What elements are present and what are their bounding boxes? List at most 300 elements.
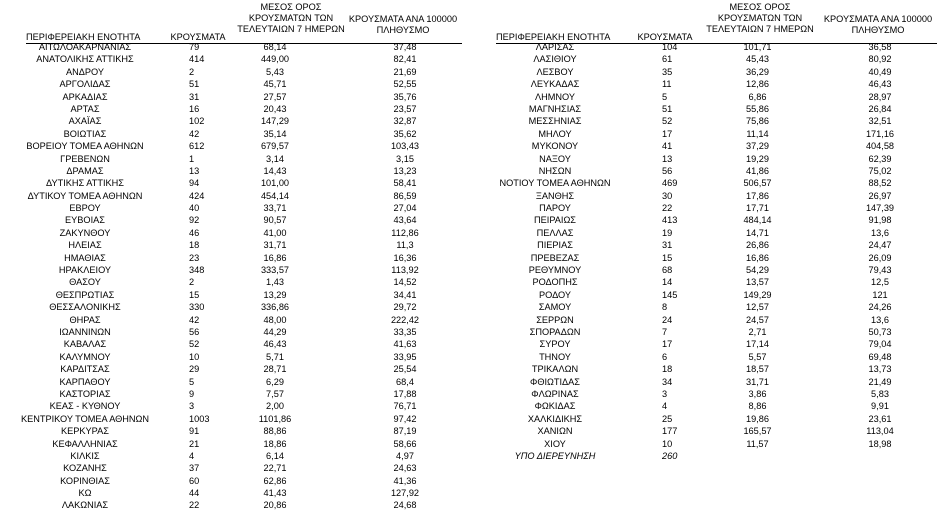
table-row [0, 326, 470, 338]
cases-cell: 24 [662, 314, 673, 325]
per-cell: 35,76 [393, 91, 417, 102]
cases-cell: 94 [189, 178, 200, 189]
table-row [470, 78, 941, 90]
table-row [0, 338, 470, 350]
table-row [470, 276, 941, 288]
per-cell: 33,35 [393, 326, 417, 337]
avg-cell: 5,57 [748, 351, 767, 362]
region-cell: ΧΙΟΥ [544, 438, 566, 449]
per-cell: 82,41 [393, 54, 417, 65]
header-per-line1: ΚΡΟΥΣΜΑΤΑ ΑΝΑ 100000 [348, 14, 458, 24]
table-row [470, 301, 941, 313]
avg-cell: 62,86 [263, 475, 287, 486]
per-cell: 103,43 [390, 141, 420, 152]
per-cell: 28,97 [868, 91, 892, 102]
per-cell: 58,66 [393, 438, 417, 449]
table-row [0, 475, 470, 487]
header-avg-line3: ΤΕΛΕΥΤΑΙΩΝ 7 ΗΜΕΡΩΝ [237, 24, 345, 34]
cases-cell: 13 [662, 153, 673, 164]
per-cell: 88,52 [868, 178, 892, 189]
table-row [0, 91, 470, 103]
region-cell: ΑΝΑΤΟΛΙΚΗΣ ΑΤΤΙΚΗΣ [36, 54, 134, 65]
table-row [0, 190, 470, 202]
table-row [470, 153, 941, 165]
cases-cell: 15 [189, 289, 200, 300]
region-cell: ΚΑΛΥΜΝΟΥ [59, 351, 111, 362]
table-row [0, 227, 470, 239]
region-cell: ΠΕΛΛΑΣ [536, 227, 574, 238]
per-cell: 36,58 [868, 42, 892, 52]
region-cell: ΕΒΡΟΥ [69, 203, 101, 214]
table-row [0, 214, 470, 226]
avg-cell: 2,00 [266, 401, 284, 412]
cases-cell: 16 [189, 103, 200, 114]
cases-cell: 91 [189, 426, 200, 437]
table-row [470, 239, 941, 251]
region-cell: ΛΗΜΝΟΥ [534, 91, 576, 102]
cases-cell: 31 [189, 91, 200, 102]
region-cell: ΚΑΡΠΑΘΟΥ [59, 376, 111, 387]
region-cell: ΣΠΟΡΑΔΩΝ [529, 326, 581, 337]
table-row [0, 289, 470, 301]
per-cell: 79,04 [868, 339, 892, 350]
avg-cell: 101,71 [743, 42, 772, 52]
cases-cell: 21 [189, 438, 200, 449]
cases-cell: 5 [662, 91, 668, 102]
cases-cell: 92 [189, 215, 200, 226]
table-row [470, 338, 941, 350]
region-cell: ΚΑΣΤΟΡΙΑΣ [59, 388, 111, 399]
avg-cell: 449,00 [260, 54, 290, 65]
per-cell: 23,61 [868, 413, 892, 424]
cases-cell: 17 [662, 128, 673, 139]
table-row [0, 202, 470, 214]
table-row [0, 140, 470, 152]
region-cell: ΑΡΚΑΔΙΑΣ [62, 91, 108, 102]
table-row [470, 376, 941, 388]
per-cell: 58,41 [393, 178, 417, 189]
left-table [0, 0, 470, 525]
cases-cell: 177 [662, 426, 678, 437]
region-cell: ΔΥΤΙΚΟΥ ΤΟΜΕΑ ΑΘΗΝΩΝ [27, 190, 143, 201]
table-row [470, 425, 941, 437]
header-avg-right-line1: ΜΕΣΟΣ ΟΡΟΣ [729, 2, 791, 12]
per-cell: 171,16 [865, 128, 895, 139]
avg-cell: 90,57 [263, 215, 287, 226]
region-cell: ΜΗΛΟΥ [538, 128, 572, 139]
avg-cell: 41,43 [263, 488, 287, 499]
cases-cell: 35 [662, 66, 673, 77]
table-row [470, 388, 941, 400]
region-cell: ΔΥΤΙΚΗΣ ΑΤΤΙΚΗΣ [46, 178, 124, 189]
per-cell: 32,87 [393, 116, 417, 127]
region-cell: ΜΑΓΝΗΣΙΑΣ [528, 103, 582, 114]
avg-cell: 27,57 [263, 91, 287, 102]
per-cell: 34,41 [393, 289, 417, 300]
per-cell: 3,15 [396, 153, 414, 164]
region-cell: ΗΡΑΚΛΕΙΟΥ [58, 265, 112, 276]
header-per [343, 14, 463, 36]
avg-cell: 3,14 [266, 153, 284, 164]
per-cell: 86,59 [393, 190, 417, 201]
cases-cell: 1003 [189, 413, 210, 424]
per-cell: 35,62 [393, 128, 417, 139]
table-row [0, 252, 470, 264]
region-cell: ΡΟΔΟΥ [538, 289, 571, 300]
region-cell: ΓΡΕΒΕΝΩΝ [60, 153, 110, 164]
avg-cell: 11,57 [746, 438, 769, 449]
avg-cell: 1,43 [266, 277, 284, 288]
cases-cell: 469 [662, 178, 678, 189]
table-row [470, 190, 941, 202]
per-cell: 62,39 [868, 153, 892, 164]
cases-cell: 34 [662, 376, 673, 387]
region-cell: ΠΑΡΟΥ [539, 203, 571, 214]
table-row [0, 103, 470, 115]
table-row [470, 53, 941, 65]
avg-cell: 147,29 [260, 116, 290, 127]
avg-cell: 6,86 [748, 91, 767, 102]
region-cell: ΘΕΣΠΡΩΤΙΑΣ [55, 289, 115, 300]
avg-cell: 7,57 [266, 388, 284, 399]
header-region: ΠΕΡΙΦΕΡΕΙΑΚΗ ΕΝΟΤΗΤΑ [26, 32, 141, 42]
avg-cell: 54,29 [746, 265, 769, 276]
per-cell: 4,97 [396, 450, 414, 461]
table-row [470, 41, 941, 53]
cases-cell: 23 [189, 252, 200, 263]
table-row [470, 165, 941, 177]
per-cell: 41,63 [393, 339, 417, 350]
per-cell: 97,42 [393, 413, 417, 424]
avg-cell: 679,57 [260, 141, 290, 152]
cases-cell: 42 [189, 314, 200, 325]
region-cell: ΛΕΣΒΟΥ [536, 66, 574, 77]
avg-cell: 20,43 [263, 103, 287, 114]
avg-cell: 506,57 [743, 178, 772, 189]
cases-cell: 348 [189, 265, 205, 276]
per-cell: 32,51 [868, 116, 892, 127]
table-row [0, 128, 470, 140]
per-cell: 87,19 [393, 426, 417, 437]
avg-cell: 149,29 [743, 289, 772, 300]
cases-cell: 25 [662, 413, 673, 424]
per-cell: 80,92 [868, 54, 892, 65]
cases-cell: 46 [189, 227, 200, 238]
cases-cell: 60 [189, 475, 200, 486]
region-cell: ΤΗΝΟΥ [539, 351, 571, 362]
region-cell: ΤΡΙΚΑΛΩΝ [531, 364, 579, 375]
region-cell: ΑΧΑΪΑΣ [68, 116, 102, 127]
avg-cell: 165,57 [743, 426, 772, 437]
region-cell: ΚΑΡΔΙΤΣΑΣ [60, 364, 110, 375]
avg-cell: 2,71 [748, 326, 767, 337]
avg-cell: 35,14 [263, 128, 287, 139]
header-avg-right-line2: ΚΡΟΥΣΜΑΤΩΝ ΤΩΝ [717, 13, 803, 23]
per-cell: 12,5 [871, 277, 889, 288]
cases-cell: 52 [189, 339, 200, 350]
per-cell: 222,42 [390, 314, 420, 325]
cases-cell: 22 [189, 500, 200, 511]
table-row [470, 115, 941, 127]
per-cell: 24,26 [868, 302, 892, 313]
table-row [0, 462, 470, 474]
cases-cell: 4 [662, 401, 668, 412]
avg-cell: 24,57 [746, 314, 769, 325]
avg-cell: 101,00 [260, 178, 290, 189]
table-row [470, 128, 941, 140]
region-cell: ΣΥΡΟΥ [539, 339, 571, 350]
cases-cell: 42 [189, 128, 200, 139]
cases-cell: 102 [189, 116, 205, 127]
avg-cell: 454,14 [260, 190, 290, 201]
table-row [470, 227, 941, 239]
avg-cell: 31,71 [746, 376, 769, 387]
avg-cell: 48,00 [263, 314, 287, 325]
region-cell: ΠΡΕΒΕΖΑΣ [530, 252, 580, 263]
table-row [0, 376, 470, 388]
avg-cell: 31,71 [263, 240, 287, 251]
region-cell: ΛΕΥΚΑΔΑΣ [530, 79, 580, 90]
cases-cell: 104 [662, 42, 678, 52]
per-cell: 43,64 [393, 215, 417, 226]
avg-cell: 6,29 [266, 376, 284, 387]
table-row [470, 400, 941, 412]
cases-cell: 3 [662, 388, 668, 399]
table-row [470, 103, 941, 115]
table-row [0, 301, 470, 313]
table-row [0, 115, 470, 127]
avg-cell: 5,43 [266, 66, 284, 77]
avg-cell: 44,29 [263, 326, 287, 337]
per-cell: 26,09 [868, 252, 892, 263]
cases-cell: 260 [662, 450, 678, 461]
avg-cell: 17,14 [746, 339, 769, 350]
region-cell: ΧΑΝΙΩΝ [537, 426, 573, 437]
avg-cell: 14,43 [263, 165, 287, 176]
region-cell: ΔΡΑΜΑΣ [66, 165, 104, 176]
cases-cell: 145 [662, 289, 678, 300]
region-cell: ΑΡΤΑΣ [70, 103, 100, 114]
table-row [470, 140, 941, 152]
per-cell: 113,92 [391, 265, 419, 276]
avg-cell: 12,57 [746, 302, 769, 313]
table-row [0, 314, 470, 326]
avg-cell: 75,86 [746, 116, 769, 127]
table-row [470, 252, 941, 264]
per-cell: 13,6 [871, 314, 889, 325]
per-cell: 9,91 [871, 401, 889, 412]
cases-cell: 18 [662, 364, 673, 375]
per-cell: 29,72 [393, 302, 417, 313]
region-cell: ΚΕΝΤΡΙΚΟΥ ΤΟΜΕΑ ΑΘΗΝΩΝ [20, 413, 150, 424]
region-cell: ΠΙΕΡΙΑΣ [537, 240, 573, 251]
per-cell: 13,23 [393, 165, 417, 176]
per-cell: 18,98 [868, 438, 892, 449]
avg-cell: 41,00 [263, 227, 287, 238]
region-cell: ΚΕΑΣ - ΚΥΘΝΟΥ [49, 401, 121, 412]
per-cell: 24,63 [393, 463, 417, 474]
table-row [470, 413, 941, 425]
region-cell: ΠΕΙΡΑΙΩΣ [534, 215, 576, 226]
avg-cell: 28,71 [263, 364, 287, 375]
avg-cell: 22,71 [263, 463, 287, 474]
table-row [470, 91, 941, 103]
region-cell: ΝΗΣΩΝ [538, 165, 572, 176]
region-cell: ΛΑΚΩΝΙΑΣ [61, 500, 109, 511]
per-cell: 69,48 [868, 351, 892, 362]
table-row [0, 78, 470, 90]
per-cell: 91,98 [868, 215, 892, 226]
cases-cell: 13 [189, 165, 200, 176]
table-row [0, 388, 470, 400]
region-cell: ΚΙΛΚΙΣ [70, 450, 100, 461]
per-cell: 16,36 [393, 252, 417, 263]
table-row [0, 239, 470, 251]
avg-cell: 36,29 [746, 66, 769, 77]
cases-cell: 14 [662, 277, 673, 288]
region-cell: ΣΕΡΡΩΝ [536, 314, 574, 325]
cases-cell: 40 [189, 203, 200, 214]
region-cell: ΗΛΕΙΑΣ [68, 240, 102, 251]
region-cell: ΧΑΛΚΙΔΙΚΗΣ [527, 413, 583, 424]
region-cell: ΦΛΩΡΙΝΑΣ [531, 388, 579, 399]
header-avg-right-line3: ΤΕΛΕΥΤΑΙΩΝ 7 ΗΜΕΡΩΝ [706, 24, 814, 34]
per-cell: 113,04 [866, 426, 894, 437]
cases-cell: 10 [662, 438, 673, 449]
cases-cell: 1 [189, 153, 195, 164]
cases-cell: 51 [662, 103, 673, 114]
avg-cell: 19,29 [746, 153, 769, 164]
per-cell: 112,86 [391, 227, 419, 238]
avg-cell: 16,86 [263, 252, 287, 263]
header-avg [226, 2, 356, 35]
per-cell: 79,43 [868, 265, 892, 276]
per-cell: 33,95 [393, 351, 417, 362]
region-cell: ΦΘΙΩΤΙΔΑΣ [529, 376, 580, 387]
avg-cell: 45,71 [263, 79, 287, 90]
cases-cell: 52 [662, 116, 673, 127]
region-cell: ΚΟΡΙΝΘΙΑΣ [60, 475, 110, 486]
per-cell: 21,69 [393, 66, 417, 77]
per-cell: 21,49 [868, 376, 892, 387]
per-cell: 17,88 [393, 388, 417, 399]
region-cell: ΝΑΞΟΥ [539, 153, 571, 164]
header-avg-right [695, 2, 825, 35]
region-cell: ΥΠΟ ΔΙΕΡΕΥΝΗΣΗ [514, 450, 596, 461]
table-row [0, 177, 470, 189]
cases-cell: 17 [662, 339, 673, 350]
header-avg-line1: ΜΕΣΟΣ ΟΡΟΣ [260, 2, 322, 12]
region-cell: ΑΝΔΡΟΥ [65, 66, 104, 77]
region-cell: ΘΗΡΑΣ [69, 314, 101, 325]
cases-cell: 2 [189, 277, 195, 288]
table-row [0, 363, 470, 375]
per-cell: 13,73 [868, 364, 892, 375]
header-region-right: ΠΕΡΙΦΕΡΕΙΑΚΗ ΕΝΟΤΗΤΑ [496, 32, 611, 42]
per-cell: 27,04 [393, 203, 417, 214]
table-row [0, 438, 470, 450]
header-cases-right: ΚΡΟΥΣΜΑΤΑ [637, 32, 693, 42]
avg-cell: 19,86 [746, 413, 769, 424]
avg-cell: 20,86 [263, 500, 287, 511]
region-cell: ΦΩΚΙΔΑΣ [534, 401, 576, 412]
avg-cell: 12,86 [746, 79, 769, 90]
table-row [470, 450, 941, 462]
cases-cell: 5 [189, 376, 195, 387]
avg-cell: 68,14 [263, 42, 287, 52]
cases-cell: 61 [662, 54, 673, 65]
avg-cell: 13,57 [746, 277, 769, 288]
avg-cell: 88,86 [263, 426, 287, 437]
avg-cell: 17,86 [746, 190, 769, 201]
region-cell: ΑΙΤΩΛΟΑΚΑΡΝΑΝΙΑΣ [38, 42, 132, 52]
table-row [470, 264, 941, 276]
region-cell: ΚΩ [78, 488, 92, 499]
avg-cell: 1101,86 [258, 413, 292, 424]
table-row [0, 351, 470, 363]
cases-cell: 10 [189, 351, 200, 362]
avg-cell: 17,71 [746, 203, 769, 214]
cases-cell: 424 [189, 190, 205, 201]
avg-cell: 11,14 [746, 128, 769, 139]
avg-cell: 26,86 [746, 240, 769, 251]
per-cell: 24,47 [868, 240, 892, 251]
region-cell: ΜΥΚΟΝΟΥ [531, 141, 579, 152]
cases-cell: 79 [189, 42, 200, 52]
cases-cell: 2 [189, 66, 195, 77]
region-cell: ΘΕΣΣΑΛΟΝΙΚΗΣ [49, 302, 121, 313]
cases-cell: 330 [189, 302, 205, 313]
avg-cell: 45,43 [746, 54, 769, 65]
table-row [0, 53, 470, 65]
region-cell: ΚΑΒΑΛΑΣ [63, 339, 107, 350]
avg-cell: 16,86 [746, 252, 769, 263]
avg-cell: 41,86 [746, 165, 769, 176]
region-cell: ΚΕΡΚΥΡΑΣ [61, 426, 109, 437]
table-row [0, 487, 470, 499]
table-row [0, 165, 470, 177]
region-cell: ΡΟΔΟΠΗΣ [532, 277, 578, 288]
table-row [470, 289, 941, 301]
table-row [0, 153, 470, 165]
per-cell: 75,02 [868, 165, 892, 176]
right-table [470, 0, 941, 525]
table-row [470, 438, 941, 450]
avg-cell: 37,29 [746, 141, 769, 152]
table-row [0, 66, 470, 78]
table-row [0, 413, 470, 425]
header-avg-line2: ΚΡΟΥΣΜΑΤΩΝ ΤΩΝ [248, 13, 334, 23]
region-cell: ΗΜΑΘΙΑΣ [64, 252, 106, 263]
cases-cell: 68 [662, 265, 673, 276]
region-cell: ΝΟΤΙΟΥ ΤΟΜΕΑ ΑΘΗΝΩΝ [499, 178, 611, 189]
cases-cell: 37 [189, 463, 200, 474]
per-cell: 13,6 [871, 227, 889, 238]
region-cell: ΘΑΣΟΥ [69, 277, 101, 288]
table-row [0, 41, 470, 53]
cases-cell: 15 [662, 252, 673, 263]
table-row [0, 400, 470, 412]
header-per-line2: ΠΛΗΘΥΣΜΟ [376, 25, 430, 35]
region-cell: ΒΟΙΩΤΙΑΣ [63, 128, 107, 139]
table-row [0, 425, 470, 437]
cases-cell: 7 [662, 326, 668, 337]
cases-cell: 18 [189, 240, 200, 251]
avg-cell: 13,29 [263, 289, 287, 300]
per-cell: 26,97 [868, 190, 892, 201]
avg-cell: 33,71 [263, 203, 287, 214]
table-row [470, 177, 941, 189]
